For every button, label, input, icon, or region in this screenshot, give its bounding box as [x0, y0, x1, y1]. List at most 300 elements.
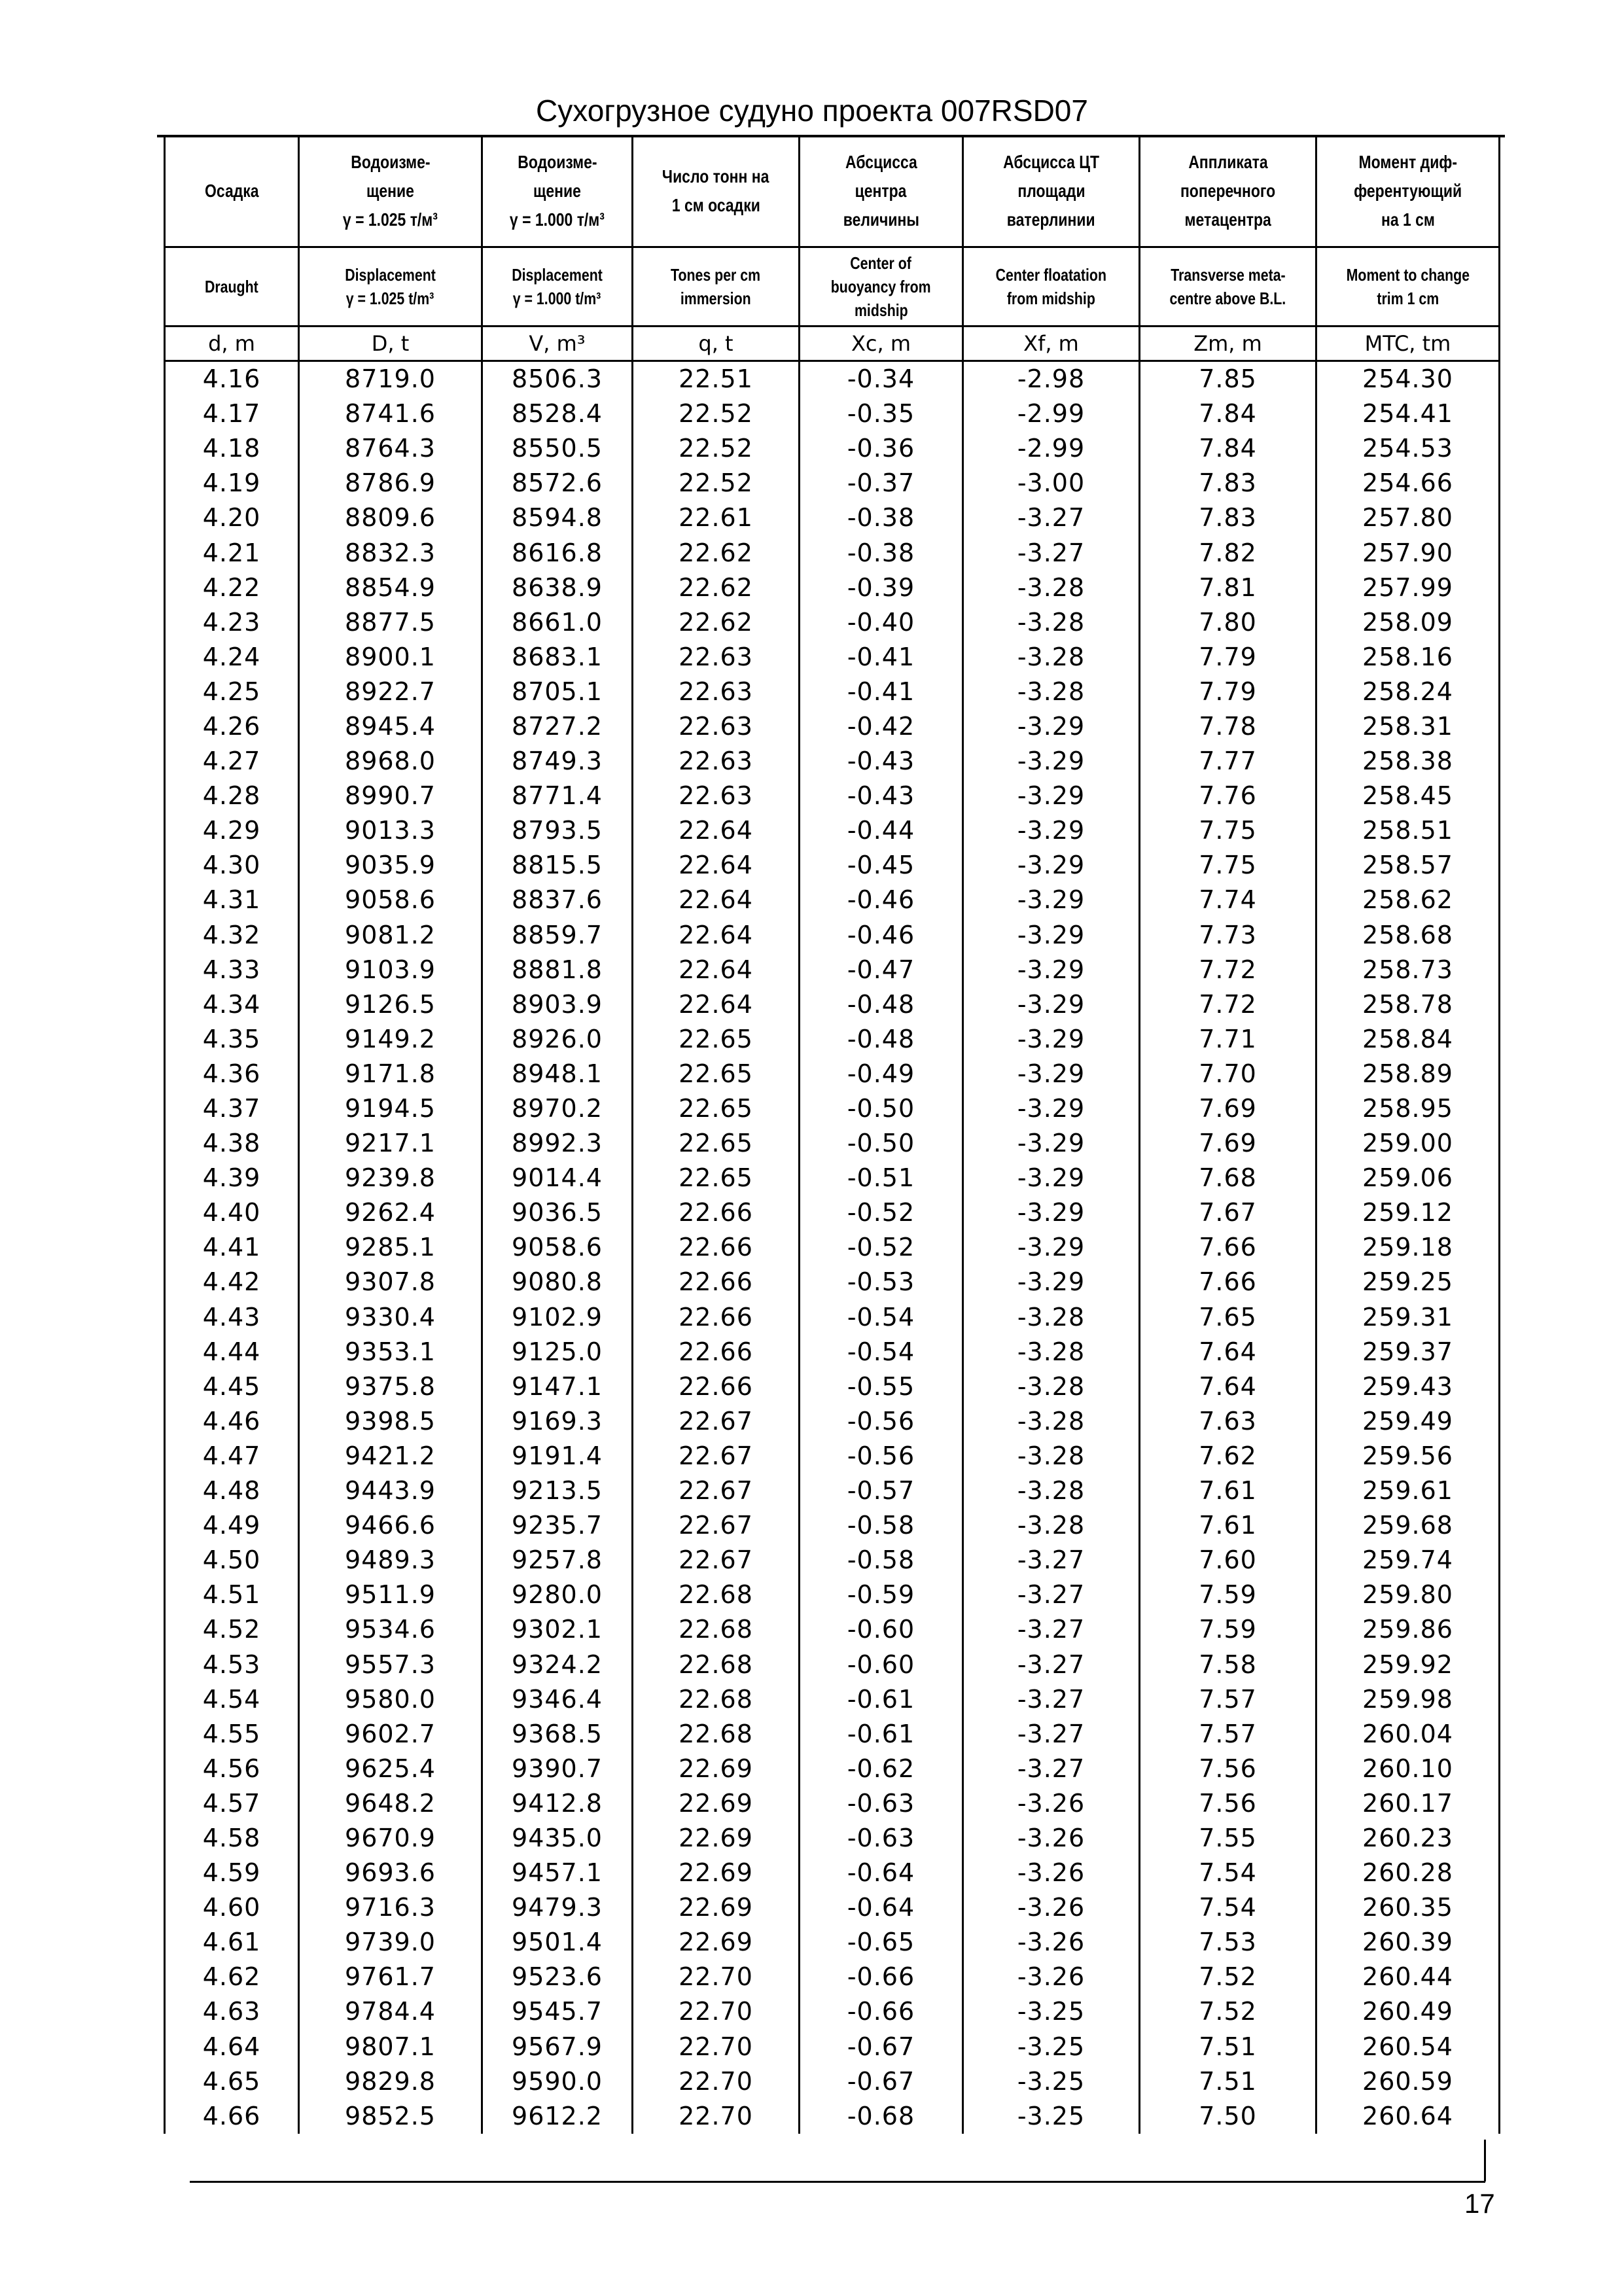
table-row: [165, 1752, 1500, 1786]
cell-xf: -3.28: [963, 675, 1140, 709]
cell-tonnes-per-cm: 22.64: [633, 918, 800, 953]
cell-mtc: 260.49: [1316, 1994, 1500, 2029]
cell-displacement-1025: 8809.6: [299, 501, 482, 535]
cell-tonnes-per-cm: 22.52: [633, 397, 800, 431]
cell-zm: 7.55: [1140, 1821, 1316, 1856]
cell-draught: 4.59: [165, 1856, 299, 1890]
cell-zm: 7.69: [1140, 1126, 1316, 1161]
cell-draught: 4.47: [165, 1439, 299, 1474]
header-ru-draught: [165, 136, 299, 247]
cell-displacement-1025: 9217.1: [299, 1126, 482, 1161]
cell-mtc: 254.41: [1316, 397, 1500, 431]
header-line: площади: [1017, 181, 1086, 201]
cell-xc: -0.58: [800, 1508, 963, 1543]
cell-displacement-1000: 8992.3: [482, 1126, 633, 1161]
cell-mtc: 260.17: [1316, 1786, 1500, 1821]
cell-zm: 7.70: [1140, 1057, 1316, 1091]
cell-mtc: 259.31: [1316, 1300, 1500, 1335]
cell-mtc: 259.06: [1316, 1161, 1500, 1195]
cell-xf: -3.25: [963, 2064, 1140, 2099]
cell-zm: 7.66: [1140, 1230, 1316, 1265]
cell-displacement-1025: 9126.5: [299, 987, 482, 1022]
cell-displacement-1000: 9036.5: [482, 1195, 633, 1230]
cell-xc: -0.58: [800, 1543, 963, 1578]
cell-displacement-1000: 9501.4: [482, 1925, 633, 1960]
cell-xf: -3.26: [963, 1890, 1140, 1925]
cell-draught: 4.40: [165, 1195, 299, 1230]
cell-xf: -3.26: [963, 1960, 1140, 1994]
table-row: [165, 1821, 1500, 1856]
cell-displacement-1000: 9147.1: [482, 1369, 633, 1404]
cell-xf: -3.00: [963, 466, 1140, 501]
cell-displacement-1025: 9511.9: [299, 1578, 482, 1612]
cell-xc: -0.54: [800, 1300, 963, 1335]
table-row: [165, 1508, 1500, 1543]
cell-draught: 4.58: [165, 1821, 299, 1856]
cell-zm: 7.80: [1140, 605, 1316, 640]
cell-displacement-1000: 9368.5: [482, 1717, 633, 1752]
cell-displacement-1000: 9390.7: [482, 1752, 633, 1786]
cell-zm: 7.59: [1140, 1578, 1316, 1612]
table-row: [165, 1612, 1500, 1647]
header-line: γ = 1.000 t/m³: [513, 289, 601, 308]
cell-displacement-1025: 8990.7: [299, 779, 482, 813]
cell-xc: -0.44: [800, 813, 963, 848]
cell-zm: 7.82: [1140, 535, 1316, 570]
cell-displacement-1000: 9567.9: [482, 2030, 633, 2064]
cell-draught: 4.18: [165, 431, 299, 466]
cell-xf: -3.26: [963, 1925, 1140, 1960]
cell-zm: 7.60: [1140, 1543, 1316, 1578]
cell-displacement-1000: 9612.2: [482, 2099, 633, 2134]
unit-mtc: MTC, tm: [1316, 327, 1500, 361]
cell-xc: -0.66: [800, 1960, 963, 1994]
cell-xc: -0.50: [800, 1126, 963, 1161]
cell-xf: -3.27: [963, 1612, 1140, 1647]
cell-tonnes-per-cm: 22.64: [633, 848, 800, 883]
cell-mtc: 258.45: [1316, 779, 1500, 813]
cell-mtc: 259.43: [1316, 1369, 1500, 1404]
cell-xc: -0.47: [800, 953, 963, 987]
cell-mtc: 259.86: [1316, 1612, 1500, 1647]
cell-draught: 4.60: [165, 1890, 299, 1925]
cell-xc: -0.60: [800, 1647, 963, 1682]
cell-displacement-1025: 9557.3: [299, 1647, 482, 1682]
unit-displacement-1000: V, m³: [482, 327, 633, 361]
cell-mtc: 260.23: [1316, 1821, 1500, 1856]
cell-xc: -0.48: [800, 1022, 963, 1057]
cell-mtc: 254.53: [1316, 431, 1500, 466]
table-row: [165, 744, 1500, 779]
cell-displacement-1025: 9103.9: [299, 953, 482, 987]
cell-xc: -0.51: [800, 1161, 963, 1195]
table-row: [165, 848, 1500, 883]
cell-mtc: 259.74: [1316, 1543, 1500, 1578]
cell-tonnes-per-cm: 22.51: [633, 361, 800, 397]
table-row: [165, 1404, 1500, 1439]
cell-xf: -3.29: [963, 1022, 1140, 1057]
header-ru-xf: [963, 136, 1140, 247]
cell-displacement-1000: 9235.7: [482, 1508, 633, 1543]
table-row: [165, 1474, 1500, 1508]
cell-displacement-1025: 9262.4: [299, 1195, 482, 1230]
cell-xc: -0.63: [800, 1786, 963, 1821]
cell-mtc: 258.57: [1316, 848, 1500, 883]
cell-zm: 7.51: [1140, 2064, 1316, 2099]
cell-displacement-1000: 8970.2: [482, 1091, 633, 1126]
cell-zm: 7.79: [1140, 675, 1316, 709]
cell-zm: 7.84: [1140, 431, 1316, 466]
header-line: Аппликата: [1188, 152, 1268, 172]
cell-mtc: 260.64: [1316, 2099, 1500, 2134]
cell-zm: 7.85: [1140, 361, 1316, 397]
cell-tonnes-per-cm: 22.62: [633, 571, 800, 605]
header-line: Center of: [850, 253, 912, 273]
cell-displacement-1000: 8528.4: [482, 397, 633, 431]
cell-displacement-1025: 8900.1: [299, 640, 482, 675]
cell-tonnes-per-cm: 22.69: [633, 1821, 800, 1856]
cell-xc: -0.64: [800, 1890, 963, 1925]
hydrostatic-table: [164, 136, 1500, 2134]
cell-tonnes-per-cm: 22.67: [633, 1474, 800, 1508]
cell-zm: 7.66: [1140, 1265, 1316, 1299]
cell-displacement-1025: 9602.7: [299, 1717, 482, 1752]
cell-tonnes-per-cm: 22.63: [633, 744, 800, 779]
cell-displacement-1025: 9194.5: [299, 1091, 482, 1126]
table-row: [165, 1300, 1500, 1335]
cell-xf: -3.28: [963, 1439, 1140, 1474]
cell-xc: -0.41: [800, 675, 963, 709]
cell-tonnes-per-cm: 22.70: [633, 1960, 800, 1994]
cell-displacement-1000: 9412.8: [482, 1786, 633, 1821]
cell-tonnes-per-cm: 22.68: [633, 1717, 800, 1752]
cell-zm: 7.57: [1140, 1717, 1316, 1752]
header-line: Водоизме-: [517, 152, 597, 172]
cell-zm: 7.64: [1140, 1335, 1316, 1369]
cell-zm: 7.50: [1140, 2099, 1316, 2134]
cell-xc: -0.63: [800, 1821, 963, 1856]
cell-xf: -3.29: [963, 1195, 1140, 1230]
cell-xc: -0.38: [800, 535, 963, 570]
cell-draught: 4.53: [165, 1647, 299, 1682]
cell-xf: -3.29: [963, 779, 1140, 813]
cell-displacement-1025: 8854.9: [299, 571, 482, 605]
table-row: [165, 1682, 1500, 1717]
unit-displacement-1025: D, t: [299, 327, 482, 361]
cell-xc: -0.45: [800, 848, 963, 883]
cell-draught: 4.51: [165, 1578, 299, 1612]
cell-draught: 4.26: [165, 709, 299, 744]
cell-mtc: 259.37: [1316, 1335, 1500, 1369]
cell-draught: 4.50: [165, 1543, 299, 1578]
table-row: [165, 1057, 1500, 1091]
cell-displacement-1000: 9280.0: [482, 1578, 633, 1612]
table-row: [165, 1925, 1500, 1960]
cell-draught: 4.19: [165, 466, 299, 501]
cell-displacement-1025: 9285.1: [299, 1230, 482, 1265]
header-line: buoyancy from: [831, 277, 931, 296]
table-row: [165, 640, 1500, 675]
cell-draught: 4.29: [165, 813, 299, 848]
page-title: Сухогрузное судуно проекта 007RSD07: [536, 94, 1088, 128]
cell-xc: -0.43: [800, 779, 963, 813]
cell-draught: 4.49: [165, 1508, 299, 1543]
unit-xf: Xf, m: [963, 327, 1140, 361]
table-row: [165, 1543, 1500, 1578]
table-row: [165, 1717, 1500, 1752]
header-line: ферентующий: [1353, 181, 1462, 201]
table-row: [165, 2064, 1500, 2099]
header-line: midship: [854, 300, 908, 320]
cell-xf: -3.26: [963, 1786, 1140, 1821]
cell-displacement-1000: 8793.5: [482, 813, 633, 848]
table-row: [165, 1994, 1500, 2029]
cell-draught: 4.17: [165, 397, 299, 431]
cell-xf: -2.99: [963, 431, 1140, 466]
cell-displacement-1000: 9125.0: [482, 1335, 633, 1369]
header-line: Center floatation: [995, 265, 1107, 285]
header-line: Draught: [205, 277, 258, 296]
cell-displacement-1000: 9457.1: [482, 1856, 633, 1890]
cell-xf: -3.29: [963, 918, 1140, 953]
cell-tonnes-per-cm: 22.67: [633, 1543, 800, 1578]
cell-draught: 4.31: [165, 883, 299, 917]
cell-xc: -0.67: [800, 2030, 963, 2064]
cell-mtc: 260.10: [1316, 1752, 1500, 1786]
footer-tick: [1484, 2140, 1486, 2181]
cell-xf: -2.99: [963, 397, 1140, 431]
cell-zm: 7.64: [1140, 1369, 1316, 1404]
cell-tonnes-per-cm: 22.66: [633, 1230, 800, 1265]
cell-displacement-1025: 9353.1: [299, 1335, 482, 1369]
table-row: [165, 953, 1500, 987]
cell-zm: 7.78: [1140, 709, 1316, 744]
cell-displacement-1025: 9625.4: [299, 1752, 482, 1786]
cell-displacement-1000: 8683.1: [482, 640, 633, 675]
cell-xf: -3.25: [963, 2099, 1140, 2134]
cell-tonnes-per-cm: 22.63: [633, 640, 800, 675]
cell-displacement-1025: 9670.9: [299, 1821, 482, 1856]
page-number: 17: [1464, 2188, 1495, 2219]
cell-displacement-1025: 9807.1: [299, 2030, 482, 2064]
header-line: Transverse meta-: [1170, 265, 1286, 285]
header-en-mtc: [1316, 247, 1500, 327]
cell-displacement-1000: 8926.0: [482, 1022, 633, 1057]
cell-displacement-1000: 9080.8: [482, 1265, 633, 1299]
cell-draught: 4.34: [165, 987, 299, 1022]
table-row: [165, 1022, 1500, 1057]
cell-xc: -0.43: [800, 744, 963, 779]
cell-draught: 4.22: [165, 571, 299, 605]
cell-xc: -0.37: [800, 466, 963, 501]
table-row: [165, 1091, 1500, 1126]
header-line: Число тонн на: [662, 166, 769, 186]
table-row: [165, 709, 1500, 744]
cell-tonnes-per-cm: 22.61: [633, 501, 800, 535]
header-line: γ = 1.000 т/м³: [509, 209, 605, 230]
header-line: trim 1 cm: [1377, 289, 1439, 308]
cell-mtc: 260.54: [1316, 2030, 1500, 2064]
cell-mtc: 259.80: [1316, 1578, 1500, 1612]
cell-tonnes-per-cm: 22.66: [633, 1195, 800, 1230]
cell-tonnes-per-cm: 22.70: [633, 2064, 800, 2099]
cell-displacement-1025: 9330.4: [299, 1300, 482, 1335]
table-row: [165, 1786, 1500, 1821]
cell-tonnes-per-cm: 22.65: [633, 1126, 800, 1161]
cell-draught: 4.56: [165, 1752, 299, 1786]
cell-tonnes-per-cm: 22.62: [633, 605, 800, 640]
table-row: [165, 466, 1500, 501]
table-row: [165, 571, 1500, 605]
cell-xc: -0.39: [800, 571, 963, 605]
cell-mtc: 260.39: [1316, 1925, 1500, 1960]
cell-displacement-1000: 8616.8: [482, 535, 633, 570]
cell-tonnes-per-cm: 22.52: [633, 466, 800, 501]
cell-mtc: 258.84: [1316, 1022, 1500, 1057]
cell-mtc: 258.73: [1316, 953, 1500, 987]
table-row: [165, 987, 1500, 1022]
cell-draught: 4.55: [165, 1717, 299, 1752]
cell-tonnes-per-cm: 22.64: [633, 987, 800, 1022]
cell-tonnes-per-cm: 22.64: [633, 813, 800, 848]
cell-displacement-1000: 9435.0: [482, 1821, 633, 1856]
cell-displacement-1025: 8764.3: [299, 431, 482, 466]
cell-zm: 7.75: [1140, 813, 1316, 848]
cell-displacement-1025: 8832.3: [299, 535, 482, 570]
cell-draught: 4.45: [165, 1369, 299, 1404]
cell-mtc: 258.31: [1316, 709, 1500, 744]
cell-displacement-1025: 9171.8: [299, 1057, 482, 1091]
table-row: [165, 1161, 1500, 1195]
table-row: [165, 883, 1500, 917]
cell-xc: -0.53: [800, 1265, 963, 1299]
cell-tonnes-per-cm: 22.63: [633, 675, 800, 709]
header-ru-zm: [1140, 136, 1316, 247]
cell-mtc: 259.56: [1316, 1439, 1500, 1474]
cell-displacement-1000: 8859.7: [482, 918, 633, 953]
cell-draught: 4.43: [165, 1300, 299, 1335]
cell-tonnes-per-cm: 22.65: [633, 1022, 800, 1057]
cell-mtc: 260.59: [1316, 2064, 1500, 2099]
table-row: [165, 1369, 1500, 1404]
cell-displacement-1025: 8968.0: [299, 744, 482, 779]
cell-displacement-1025: 9035.9: [299, 848, 482, 883]
cell-displacement-1025: 9648.2: [299, 1786, 482, 1821]
cell-xc: -0.41: [800, 640, 963, 675]
cell-mtc: 258.09: [1316, 605, 1500, 640]
table-row: [165, 605, 1500, 640]
cell-xf: -3.27: [963, 501, 1140, 535]
cell-xf: -3.28: [963, 1335, 1140, 1369]
cell-draught: 4.63: [165, 1994, 299, 2029]
cell-xf: -3.28: [963, 1300, 1140, 1335]
cell-zm: 7.72: [1140, 987, 1316, 1022]
table-row: [165, 501, 1500, 535]
cell-zm: 7.51: [1140, 2030, 1316, 2064]
table-row: [165, 397, 1500, 431]
table-row: [165, 779, 1500, 813]
cell-zm: 7.81: [1140, 571, 1316, 605]
cell-xf: -3.29: [963, 1265, 1140, 1299]
cell-xc: -0.36: [800, 431, 963, 466]
header-en-displacement-1025: [299, 247, 482, 327]
cell-xf: -3.29: [963, 1230, 1140, 1265]
cell-displacement-1025: 9081.2: [299, 918, 482, 953]
cell-tonnes-per-cm: 22.70: [633, 1994, 800, 2029]
cell-xc: -0.50: [800, 1091, 963, 1126]
cell-xc: -0.52: [800, 1195, 963, 1230]
header-line: Момент диф-: [1358, 152, 1457, 172]
cell-displacement-1000: 8749.3: [482, 744, 633, 779]
cell-displacement-1000: 9014.4: [482, 1161, 633, 1195]
cell-xc: -0.40: [800, 605, 963, 640]
cell-xc: -0.57: [800, 1474, 963, 1508]
cell-displacement-1000: 9590.0: [482, 2064, 633, 2099]
cell-mtc: 259.18: [1316, 1230, 1500, 1265]
cell-xf: -3.27: [963, 1578, 1140, 1612]
cell-xf: -3.29: [963, 813, 1140, 848]
header-en-xc: [800, 247, 963, 327]
cell-displacement-1000: 9257.8: [482, 1543, 633, 1578]
cell-tonnes-per-cm: 22.69: [633, 1856, 800, 1890]
cell-zm: 7.77: [1140, 744, 1316, 779]
header-line: γ = 1.025 t/m³: [346, 289, 434, 308]
cell-xf: -3.29: [963, 987, 1140, 1022]
cell-displacement-1000: 8771.4: [482, 779, 633, 813]
cell-draught: 4.57: [165, 1786, 299, 1821]
header-en-displacement-1000: [482, 247, 633, 327]
cell-zm: 7.62: [1140, 1439, 1316, 1474]
cell-xc: -0.49: [800, 1057, 963, 1091]
header-line: Tones per cm: [671, 265, 761, 285]
cell-tonnes-per-cm: 22.65: [633, 1161, 800, 1195]
cell-zm: 7.56: [1140, 1752, 1316, 1786]
cell-displacement-1025: 9761.7: [299, 1960, 482, 1994]
table-row: [165, 1335, 1500, 1369]
cell-tonnes-per-cm: 22.63: [633, 779, 800, 813]
header-line: величины: [843, 209, 919, 230]
cell-displacement-1025: 9466.6: [299, 1508, 482, 1543]
header-ru-displacement-1000: [482, 136, 633, 247]
cell-xc: -0.56: [800, 1404, 963, 1439]
cell-xf: -3.29: [963, 1057, 1140, 1091]
cell-draught: 4.24: [165, 640, 299, 675]
cell-draught: 4.32: [165, 918, 299, 953]
cell-draught: 4.65: [165, 2064, 299, 2099]
cell-zm: 7.69: [1140, 1091, 1316, 1126]
cell-displacement-1025: 9829.8: [299, 2064, 482, 2099]
cell-zm: 7.75: [1140, 848, 1316, 883]
cell-displacement-1025: 9398.5: [299, 1404, 482, 1439]
cell-displacement-1025: 8786.9: [299, 466, 482, 501]
cell-zm: 7.52: [1140, 1960, 1316, 1994]
header-line: γ = 1.025 т/м³: [342, 209, 438, 230]
cell-mtc: 258.68: [1316, 918, 1500, 953]
cell-tonnes-per-cm: 22.69: [633, 1786, 800, 1821]
cell-xf: -3.29: [963, 848, 1140, 883]
unit-zm: Zm, m: [1140, 327, 1316, 361]
cell-zm: 7.71: [1140, 1022, 1316, 1057]
cell-mtc: 258.51: [1316, 813, 1500, 848]
cell-mtc: 259.61: [1316, 1474, 1500, 1508]
header-line: щение: [533, 181, 581, 201]
cell-xc: -0.59: [800, 1578, 963, 1612]
cell-draught: 4.62: [165, 1960, 299, 1994]
cell-draught: 4.54: [165, 1682, 299, 1717]
cell-draught: 4.30: [165, 848, 299, 883]
header-line: Displacement: [345, 265, 436, 285]
cell-xf: -3.28: [963, 571, 1140, 605]
